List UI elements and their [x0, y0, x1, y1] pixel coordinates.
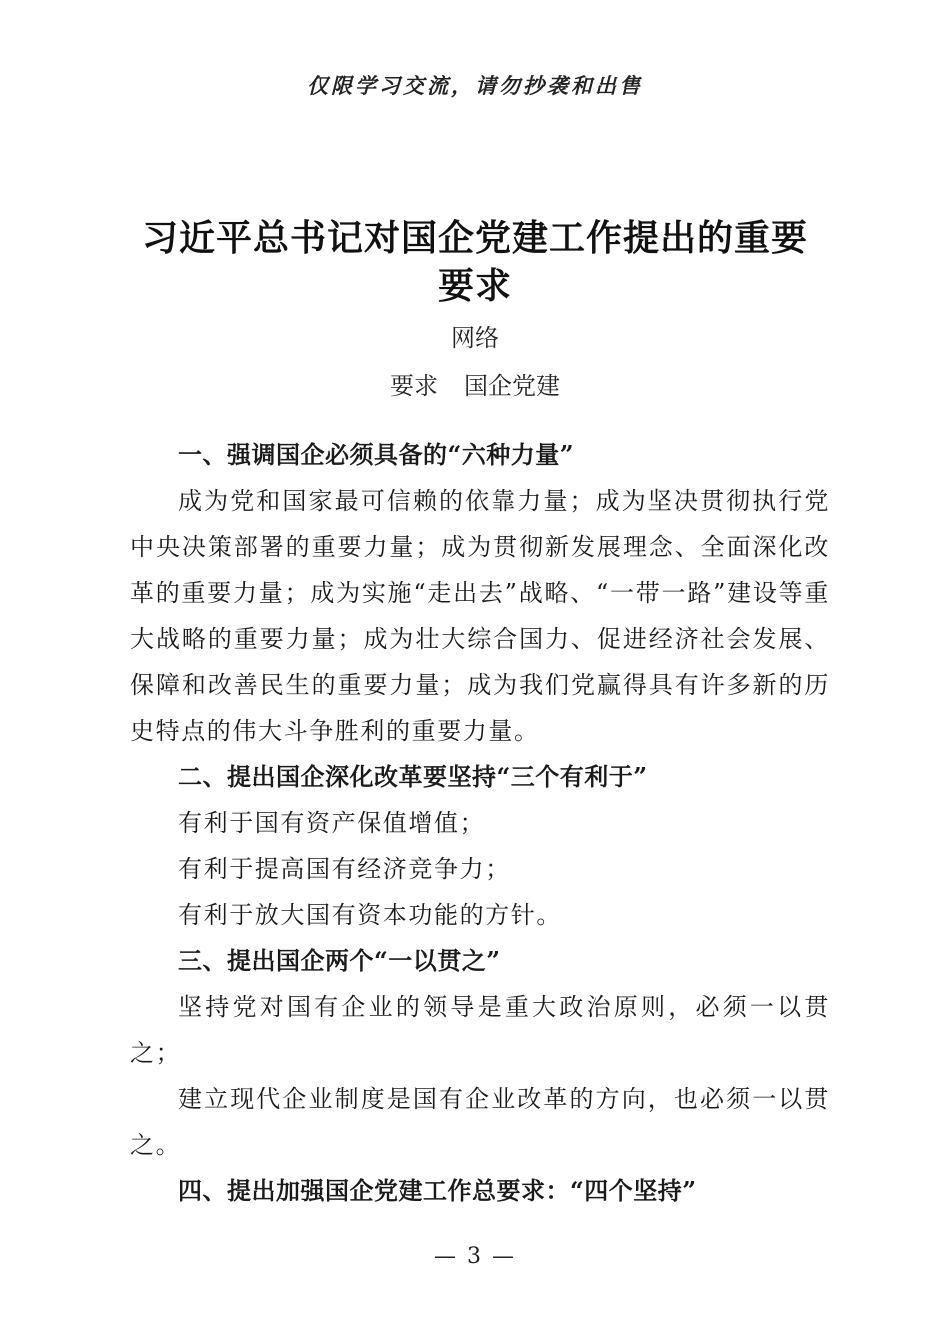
- section-heading: 二、提出国企深化改革要坚持“三个有利于”: [178, 762, 648, 791]
- paragraph: 建立现代企业制度是国有企业改革的方向，也必须一以贯之。: [130, 1085, 830, 1159]
- page-title: 习近平总书记对国企党建工作提出的重要要求: [141, 217, 808, 307]
- paragraph: 成为党和国家最可信赖的依靠力量；成为坚决贯彻执行党中央决策部署的重要力量；成为贯彻新发展理念、全面深化改革的重要力量；成为实施“走出去”战略、“一带一路”建设等重大战略的重要力量；成为壮大综合国力、促进经济社会发展、保障和改善民生的重要力量；成为我们党赢得具有许多新的历史特点的伟大斗争胜利的重要力量。: [130, 487, 830, 745]
- page-number: — 3 —: [434, 1244, 516, 1269]
- paragraph: 坚持党对国有企业的领导是重大政治原则，必须一以贯之；: [130, 993, 830, 1067]
- document-body: [130, 432, 830, 1214]
- tag: 国企党建: [464, 372, 560, 400]
- paragraph: 有利于国有资产保值增值；: [178, 809, 486, 837]
- section-heading: 一、强调国企必须具备的“六种力量”: [178, 440, 575, 469]
- section-heading: 三、提出国企两个“一以贯之”: [178, 946, 501, 975]
- header-notice: 仅限学习交流，请勿抄袭和出售: [307, 73, 643, 98]
- tag: 要求: [390, 372, 438, 400]
- document-source: 网络: [451, 324, 499, 352]
- section-heading: 四、提出加强国企党建工作总要求：“四个坚持”: [178, 1176, 697, 1205]
- paragraph: 有利于提高国有经济竞争力；: [178, 855, 511, 883]
- document-tags: [0, 366, 950, 401]
- paragraph: 有利于放大国有资本功能的方针。: [178, 901, 562, 929]
